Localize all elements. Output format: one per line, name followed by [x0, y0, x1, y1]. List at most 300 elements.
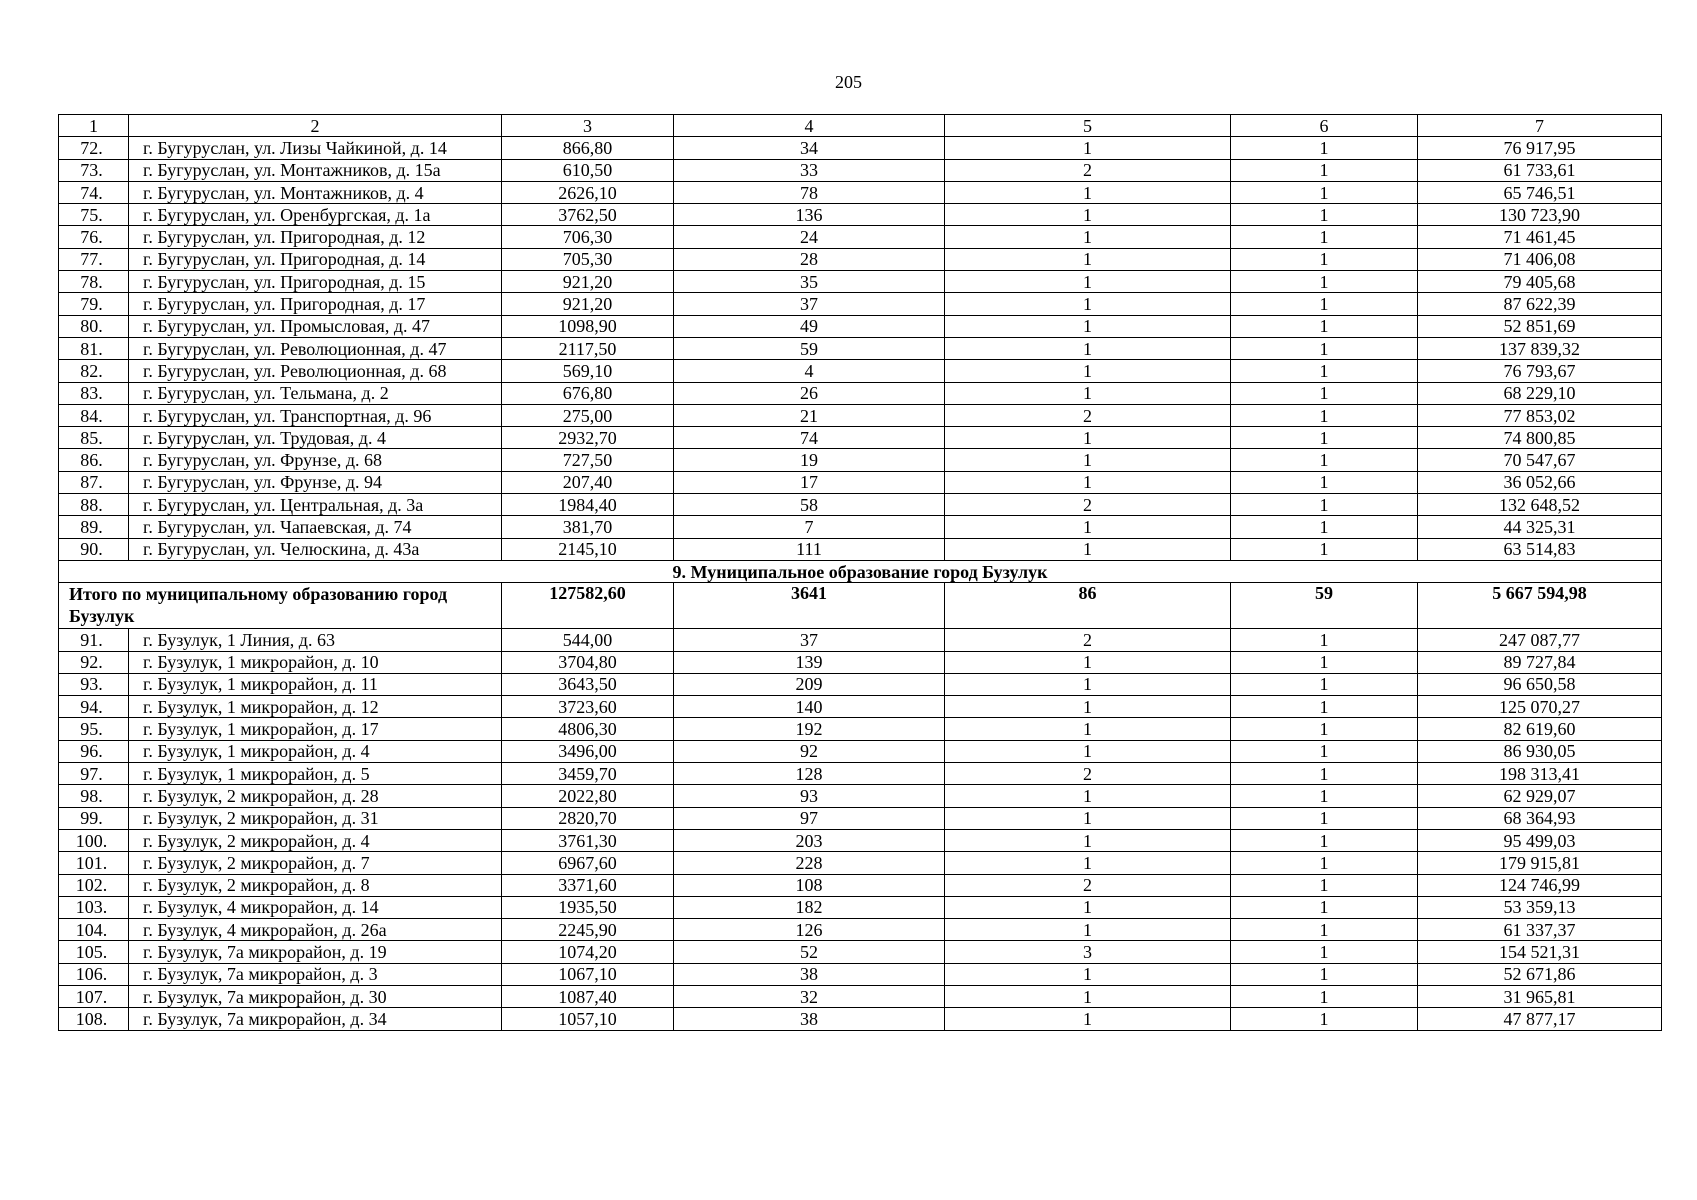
table-row	[59, 404, 1662, 426]
table-row	[59, 516, 1662, 538]
cell-area: 3371,60	[502, 874, 674, 896]
cell-area: 3762,50	[502, 204, 674, 226]
cell-cost: 77 853,02	[1418, 404, 1662, 426]
cell-address: г. Бузулук, 7а микрорайон, д. 3	[129, 963, 502, 985]
cell-cost: 86 930,05	[1418, 740, 1662, 762]
cell-residents: 52	[674, 941, 945, 963]
total-area: 127582,60	[502, 583, 674, 629]
cell-residents: 37	[674, 293, 945, 315]
cell-cost: 61 733,61	[1418, 159, 1662, 181]
cell-area: 2145,10	[502, 538, 674, 560]
table-row	[59, 494, 1662, 516]
cell-column-5: 1	[945, 427, 1231, 449]
cell-row-number: 78.	[59, 271, 129, 293]
cell-column-5: 1	[945, 740, 1231, 762]
cell-column-5: 2	[945, 494, 1231, 516]
table-row	[59, 740, 1662, 762]
cell-row-number: 96.	[59, 740, 129, 762]
table-row	[59, 785, 1662, 807]
cell-cost: 61 337,37	[1418, 919, 1662, 941]
cell-cost: 47 877,17	[1418, 1008, 1662, 1030]
cell-cost: 87 622,39	[1418, 293, 1662, 315]
cell-area: 2022,80	[502, 785, 674, 807]
cell-address: г. Бузулук, 1 микрорайон, д. 17	[129, 718, 502, 740]
cell-cost: 89 727,84	[1418, 651, 1662, 673]
cell-address: г. Бузулук, 2 микрорайон, д. 7	[129, 852, 502, 874]
cell-area: 207,40	[502, 471, 674, 493]
cell-row-number: 97.	[59, 763, 129, 785]
cell-residents: 182	[674, 896, 945, 918]
cell-column-5: 1	[945, 337, 1231, 359]
cell-row-number: 83.	[59, 382, 129, 404]
table-row	[59, 852, 1662, 874]
table-row	[59, 718, 1662, 740]
cell-column-6: 1	[1231, 829, 1418, 851]
cell-area: 4806,30	[502, 718, 674, 740]
table-row	[59, 538, 1662, 560]
cell-row-number: 103.	[59, 896, 129, 918]
cell-address: г. Бугуруслан, ул. Промысловая, д. 47	[129, 315, 502, 337]
cell-cost: 63 514,83	[1418, 538, 1662, 560]
cell-address: г. Бузулук, 2 микрорайон, д. 31	[129, 807, 502, 829]
cell-address: г. Бугуруслан, ул. Пригородная, д. 17	[129, 293, 502, 315]
cell-row-number: 73.	[59, 159, 129, 181]
cell-row-number: 74.	[59, 181, 129, 203]
cell-row-number: 85.	[59, 427, 129, 449]
cell-row-number: 89.	[59, 516, 129, 538]
cell-column-5: 1	[945, 852, 1231, 874]
cell-column-5: 1	[945, 471, 1231, 493]
cell-row-number: 81.	[59, 337, 129, 359]
cell-address: г. Бузулук, 1 микрорайон, д. 12	[129, 696, 502, 718]
cell-address: г. Бузулук, 2 микрорайон, д. 8	[129, 874, 502, 896]
cell-column-6: 1	[1231, 807, 1418, 829]
cell-cost: 70 547,67	[1418, 449, 1662, 471]
cell-residents: 140	[674, 696, 945, 718]
cell-residents: 128	[674, 763, 945, 785]
cell-cost: 125 070,27	[1418, 696, 1662, 718]
table-row	[59, 248, 1662, 270]
cell-column-6: 1	[1231, 516, 1418, 538]
table-row	[59, 293, 1662, 315]
cell-residents: 26	[674, 382, 945, 404]
cell-column-6: 1	[1231, 763, 1418, 785]
cell-residents: 37	[674, 629, 945, 651]
cell-row-number: 102.	[59, 874, 129, 896]
cell-cost: 95 499,03	[1418, 829, 1662, 851]
cell-area: 1984,40	[502, 494, 674, 516]
cell-row-number: 95.	[59, 718, 129, 740]
total-label: Итого по муниципальному образованию город Бузулук	[59, 583, 502, 629]
cell-address: г. Бузулук, 1 микрорайон, д. 11	[129, 673, 502, 695]
cell-row-number: 86.	[59, 449, 129, 471]
cell-column-6: 1	[1231, 226, 1418, 248]
cell-address: г. Бугуруслан, ул. Пригородная, д. 12	[129, 226, 502, 248]
cell-residents: 49	[674, 315, 945, 337]
cell-area: 705,30	[502, 248, 674, 270]
header-cell: 4	[674, 115, 945, 137]
cell-column-6: 1	[1231, 293, 1418, 315]
cell-address: г. Бузулук, 7а микрорайон, д. 34	[129, 1008, 502, 1030]
cell-cost: 96 650,58	[1418, 673, 1662, 695]
cell-area: 3643,50	[502, 673, 674, 695]
cell-column-5: 2	[945, 404, 1231, 426]
cell-column-6: 1	[1231, 315, 1418, 337]
total-cost: 5 667 594,98	[1418, 583, 1662, 629]
cell-area: 921,20	[502, 271, 674, 293]
cell-cost: 154 521,31	[1418, 941, 1662, 963]
cell-area: 1074,20	[502, 941, 674, 963]
cell-residents: 126	[674, 919, 945, 941]
cell-row-number: 90.	[59, 538, 129, 560]
cell-area: 275,00	[502, 404, 674, 426]
header-cell: 2	[129, 115, 502, 137]
cell-column-6: 1	[1231, 248, 1418, 270]
cell-column-5: 1	[945, 360, 1231, 382]
cell-address: г. Бугуруслан, ул. Фрунзе, д. 94	[129, 471, 502, 493]
cell-residents: 32	[674, 985, 945, 1007]
table-row	[59, 829, 1662, 851]
cell-residents: 24	[674, 226, 945, 248]
total-column-6: 59	[1231, 583, 1418, 629]
cell-row-number: 105.	[59, 941, 129, 963]
cell-address: г. Бугуруслан, ул. Оренбургская, д. 1а	[129, 204, 502, 226]
cell-row-number: 104.	[59, 919, 129, 941]
cell-area: 1057,10	[502, 1008, 674, 1030]
cell-column-6: 1	[1231, 629, 1418, 651]
column-number-row	[59, 115, 1662, 137]
cell-column-5: 3	[945, 941, 1231, 963]
table-row	[59, 629, 1662, 651]
cell-address: г. Бузулук, 1 микрорайон, д. 4	[129, 740, 502, 762]
cell-residents: 111	[674, 538, 945, 560]
cell-column-6: 1	[1231, 896, 1418, 918]
cell-column-5: 1	[945, 181, 1231, 203]
table-row	[59, 382, 1662, 404]
cell-column-6: 1	[1231, 181, 1418, 203]
cell-address: г. Бугуруслан, ул. Монтажников, д. 4	[129, 181, 502, 203]
cell-column-6: 1	[1231, 785, 1418, 807]
cell-area: 610,50	[502, 159, 674, 181]
cell-cost: 124 746,99	[1418, 874, 1662, 896]
cell-row-number: 91.	[59, 629, 129, 651]
cell-area: 3496,00	[502, 740, 674, 762]
cell-column-6: 1	[1231, 449, 1418, 471]
cell-residents: 209	[674, 673, 945, 695]
cell-area: 3761,30	[502, 829, 674, 851]
cell-row-number: 93.	[59, 673, 129, 695]
cell-column-6: 1	[1231, 1008, 1418, 1030]
cell-row-number: 80.	[59, 315, 129, 337]
cell-area: 381,70	[502, 516, 674, 538]
cell-address: г. Бугуруслан, ул. Лизы Чайкиной, д. 14	[129, 137, 502, 159]
cell-column-6: 1	[1231, 360, 1418, 382]
cell-address: г. Бузулук, 2 микрорайон, д. 4	[129, 829, 502, 851]
cell-residents: 108	[674, 874, 945, 896]
cell-cost: 62 929,07	[1418, 785, 1662, 807]
cell-column-6: 1	[1231, 651, 1418, 673]
cell-row-number: 101.	[59, 852, 129, 874]
cell-address: г. Бугуруслан, ул. Монтажников, д. 15а	[129, 159, 502, 181]
header-cell: 7	[1418, 115, 1662, 137]
cell-address: г. Бугуруслан, ул. Революционная, д. 47	[129, 337, 502, 359]
table-row	[59, 159, 1662, 181]
cell-area: 1067,10	[502, 963, 674, 985]
table-row	[59, 696, 1662, 718]
cell-column-5: 1	[945, 449, 1231, 471]
page-number: 205	[835, 72, 862, 92]
cell-residents: 17	[674, 471, 945, 493]
cell-column-5: 2	[945, 763, 1231, 785]
cell-address: г. Бугуруслан, ул. Революционная, д. 68	[129, 360, 502, 382]
table-row	[59, 941, 1662, 963]
table-row	[59, 985, 1662, 1007]
cell-column-6: 1	[1231, 159, 1418, 181]
cell-row-number: 77.	[59, 248, 129, 270]
section-row	[59, 560, 1662, 582]
cell-row-number: 82.	[59, 360, 129, 382]
cell-column-6: 1	[1231, 471, 1418, 493]
table-row	[59, 763, 1662, 785]
table-row	[59, 807, 1662, 829]
table-row	[59, 919, 1662, 941]
cell-cost: 53 359,13	[1418, 896, 1662, 918]
cell-column-5: 1	[945, 785, 1231, 807]
cell-column-6: 1	[1231, 337, 1418, 359]
cell-cost: 247 087,77	[1418, 629, 1662, 651]
table-row	[59, 360, 1662, 382]
table-row	[59, 651, 1662, 673]
cell-column-5: 1	[945, 248, 1231, 270]
cell-area: 1087,40	[502, 985, 674, 1007]
cell-column-6: 1	[1231, 874, 1418, 896]
cell-area: 2932,70	[502, 427, 674, 449]
table-row	[59, 449, 1662, 471]
cell-row-number: 98.	[59, 785, 129, 807]
housing-table	[58, 114, 1662, 1031]
cell-area: 1098,90	[502, 315, 674, 337]
table-row	[59, 226, 1662, 248]
cell-column-6: 1	[1231, 963, 1418, 985]
section-title: 9. Муниципальное образование город Бузулук	[59, 560, 1662, 582]
cell-column-5: 1	[945, 807, 1231, 829]
cell-address: г. Бузулук, 1 Линия, д. 63	[129, 629, 502, 651]
cell-cost: 52 671,86	[1418, 963, 1662, 985]
cell-column-6: 1	[1231, 382, 1418, 404]
cell-cost: 198 313,41	[1418, 763, 1662, 785]
total-row	[59, 583, 1662, 629]
cell-residents: 7	[674, 516, 945, 538]
cell-address: г. Бузулук, 7а микрорайон, д. 30	[129, 985, 502, 1007]
header-cell: 3	[502, 115, 674, 137]
cell-address: г. Бузулук, 7а микрорайон, д. 19	[129, 941, 502, 963]
cell-row-number: 76.	[59, 226, 129, 248]
cell-column-5: 1	[945, 963, 1231, 985]
cell-cost: 82 619,60	[1418, 718, 1662, 740]
cell-residents: 38	[674, 1008, 945, 1030]
cell-address: г. Бугуруслан, ул. Тельмана, д. 2	[129, 382, 502, 404]
table-row	[59, 315, 1662, 337]
cell-address: г. Бугуруслан, ул. Пригородная, д. 14	[129, 248, 502, 270]
cell-column-5: 1	[945, 226, 1231, 248]
cell-address: г. Бугуруслан, ул. Пригородная, д. 15	[129, 271, 502, 293]
cell-cost: 76 917,95	[1418, 137, 1662, 159]
header-cell: 6	[1231, 115, 1418, 137]
cell-cost: 137 839,32	[1418, 337, 1662, 359]
table-row	[59, 271, 1662, 293]
cell-column-5: 1	[945, 718, 1231, 740]
cell-column-6: 1	[1231, 271, 1418, 293]
cell-address: г. Бузулук, 4 микрорайон, д. 14	[129, 896, 502, 918]
cell-row-number: 87.	[59, 471, 129, 493]
table-row	[59, 471, 1662, 493]
cell-area: 921,20	[502, 293, 674, 315]
cell-column-5: 1	[945, 985, 1231, 1007]
table-row	[59, 1008, 1662, 1030]
table-row	[59, 137, 1662, 159]
cell-residents: 34	[674, 137, 945, 159]
cell-column-5: 1	[945, 919, 1231, 941]
cell-residents: 19	[674, 449, 945, 471]
cell-residents: 4	[674, 360, 945, 382]
table-row	[59, 427, 1662, 449]
cell-cost: 68 229,10	[1418, 382, 1662, 404]
cell-area: 2245,90	[502, 919, 674, 941]
table-row	[59, 673, 1662, 695]
cell-column-5: 1	[945, 315, 1231, 337]
cell-area: 676,80	[502, 382, 674, 404]
cell-area: 3723,60	[502, 696, 674, 718]
cell-column-5: 1	[945, 673, 1231, 695]
cell-column-6: 1	[1231, 204, 1418, 226]
cell-column-5: 1	[945, 896, 1231, 918]
cell-residents: 28	[674, 248, 945, 270]
cell-residents: 139	[674, 651, 945, 673]
cell-area: 866,80	[502, 137, 674, 159]
cell-column-5: 1	[945, 137, 1231, 159]
cell-residents: 21	[674, 404, 945, 426]
cell-residents: 58	[674, 494, 945, 516]
cell-row-number: 84.	[59, 404, 129, 426]
cell-area: 2820,70	[502, 807, 674, 829]
cell-column-5: 1	[945, 651, 1231, 673]
cell-address: г. Бугуруслан, ул. Фрунзе, д. 68	[129, 449, 502, 471]
cell-column-6: 1	[1231, 404, 1418, 426]
cell-column-6: 1	[1231, 718, 1418, 740]
cell-address: г. Бугуруслан, ул. Транспортная, д. 96	[129, 404, 502, 426]
header-cell: 1	[59, 115, 129, 137]
cell-row-number: 100.	[59, 829, 129, 851]
cell-cost: 74 800,85	[1418, 427, 1662, 449]
cell-row-number: 92.	[59, 651, 129, 673]
cell-column-5: 1	[945, 293, 1231, 315]
cell-column-6: 1	[1231, 852, 1418, 874]
cell-address: г. Бугуруслан, ул. Челюскина, д. 43а	[129, 538, 502, 560]
cell-column-6: 1	[1231, 538, 1418, 560]
cell-residents: 203	[674, 829, 945, 851]
cell-row-number: 75.	[59, 204, 129, 226]
cell-cost: 36 052,66	[1418, 471, 1662, 493]
cell-cost: 179 915,81	[1418, 852, 1662, 874]
cell-cost: 71 406,08	[1418, 248, 1662, 270]
cell-row-number: 106.	[59, 963, 129, 985]
cell-cost: 130 723,90	[1418, 204, 1662, 226]
cell-residents: 192	[674, 718, 945, 740]
cell-column-6: 1	[1231, 985, 1418, 1007]
cell-area: 2117,50	[502, 337, 674, 359]
cell-address: г. Бузулук, 2 микрорайон, д. 28	[129, 785, 502, 807]
cell-residents: 74	[674, 427, 945, 449]
table-row	[59, 874, 1662, 896]
cell-residents: 78	[674, 181, 945, 203]
cell-row-number: 94.	[59, 696, 129, 718]
cell-column-5: 1	[945, 382, 1231, 404]
table-row	[59, 181, 1662, 203]
cell-column-5: 1	[945, 829, 1231, 851]
cell-residents: 35	[674, 271, 945, 293]
table-row	[59, 963, 1662, 985]
cell-column-5: 2	[945, 159, 1231, 181]
cell-column-6: 1	[1231, 494, 1418, 516]
table-row	[59, 896, 1662, 918]
cell-residents: 33	[674, 159, 945, 181]
cell-cost: 76 793,67	[1418, 360, 1662, 382]
cell-column-5: 1	[945, 204, 1231, 226]
cell-residents: 228	[674, 852, 945, 874]
cell-residents: 93	[674, 785, 945, 807]
cell-cost: 31 965,81	[1418, 985, 1662, 1007]
cell-column-6: 1	[1231, 673, 1418, 695]
cell-cost: 132 648,52	[1418, 494, 1662, 516]
cell-row-number: 88.	[59, 494, 129, 516]
cell-column-6: 1	[1231, 427, 1418, 449]
header-cell: 5	[945, 115, 1231, 137]
cell-column-6: 1	[1231, 919, 1418, 941]
cell-cost: 71 461,45	[1418, 226, 1662, 248]
cell-cost: 68 364,93	[1418, 807, 1662, 829]
cell-column-6: 1	[1231, 740, 1418, 762]
cell-row-number: 79.	[59, 293, 129, 315]
cell-row-number: 72.	[59, 137, 129, 159]
table-row	[59, 337, 1662, 359]
cell-address: г. Бузулук, 1 микрорайон, д. 5	[129, 763, 502, 785]
cell-residents: 92	[674, 740, 945, 762]
cell-residents: 59	[674, 337, 945, 359]
cell-cost: 52 851,69	[1418, 315, 1662, 337]
cell-cost: 44 325,31	[1418, 516, 1662, 538]
cell-address: г. Бугуруслан, ул. Трудовая, д. 4	[129, 427, 502, 449]
cell-column-5: 1	[945, 1008, 1231, 1030]
cell-cost: 79 405,68	[1418, 271, 1662, 293]
cell-address: г. Бугуруслан, ул. Центральная, д. 3а	[129, 494, 502, 516]
cell-residents: 97	[674, 807, 945, 829]
cell-area: 3704,80	[502, 651, 674, 673]
cell-column-6: 1	[1231, 696, 1418, 718]
cell-row-number: 107.	[59, 985, 129, 1007]
cell-address: г. Бугуруслан, ул. Чапаевская, д. 74	[129, 516, 502, 538]
cell-area: 544,00	[502, 629, 674, 651]
cell-residents: 38	[674, 963, 945, 985]
cell-column-5: 1	[945, 516, 1231, 538]
total-residents: 3641	[674, 583, 945, 629]
cell-row-number: 108.	[59, 1008, 129, 1030]
cell-column-5: 1	[945, 271, 1231, 293]
cell-column-5: 2	[945, 874, 1231, 896]
table-row	[59, 204, 1662, 226]
cell-area: 706,30	[502, 226, 674, 248]
cell-address: г. Бузулук, 1 микрорайон, д. 10	[129, 651, 502, 673]
cell-column-5: 1	[945, 696, 1231, 718]
